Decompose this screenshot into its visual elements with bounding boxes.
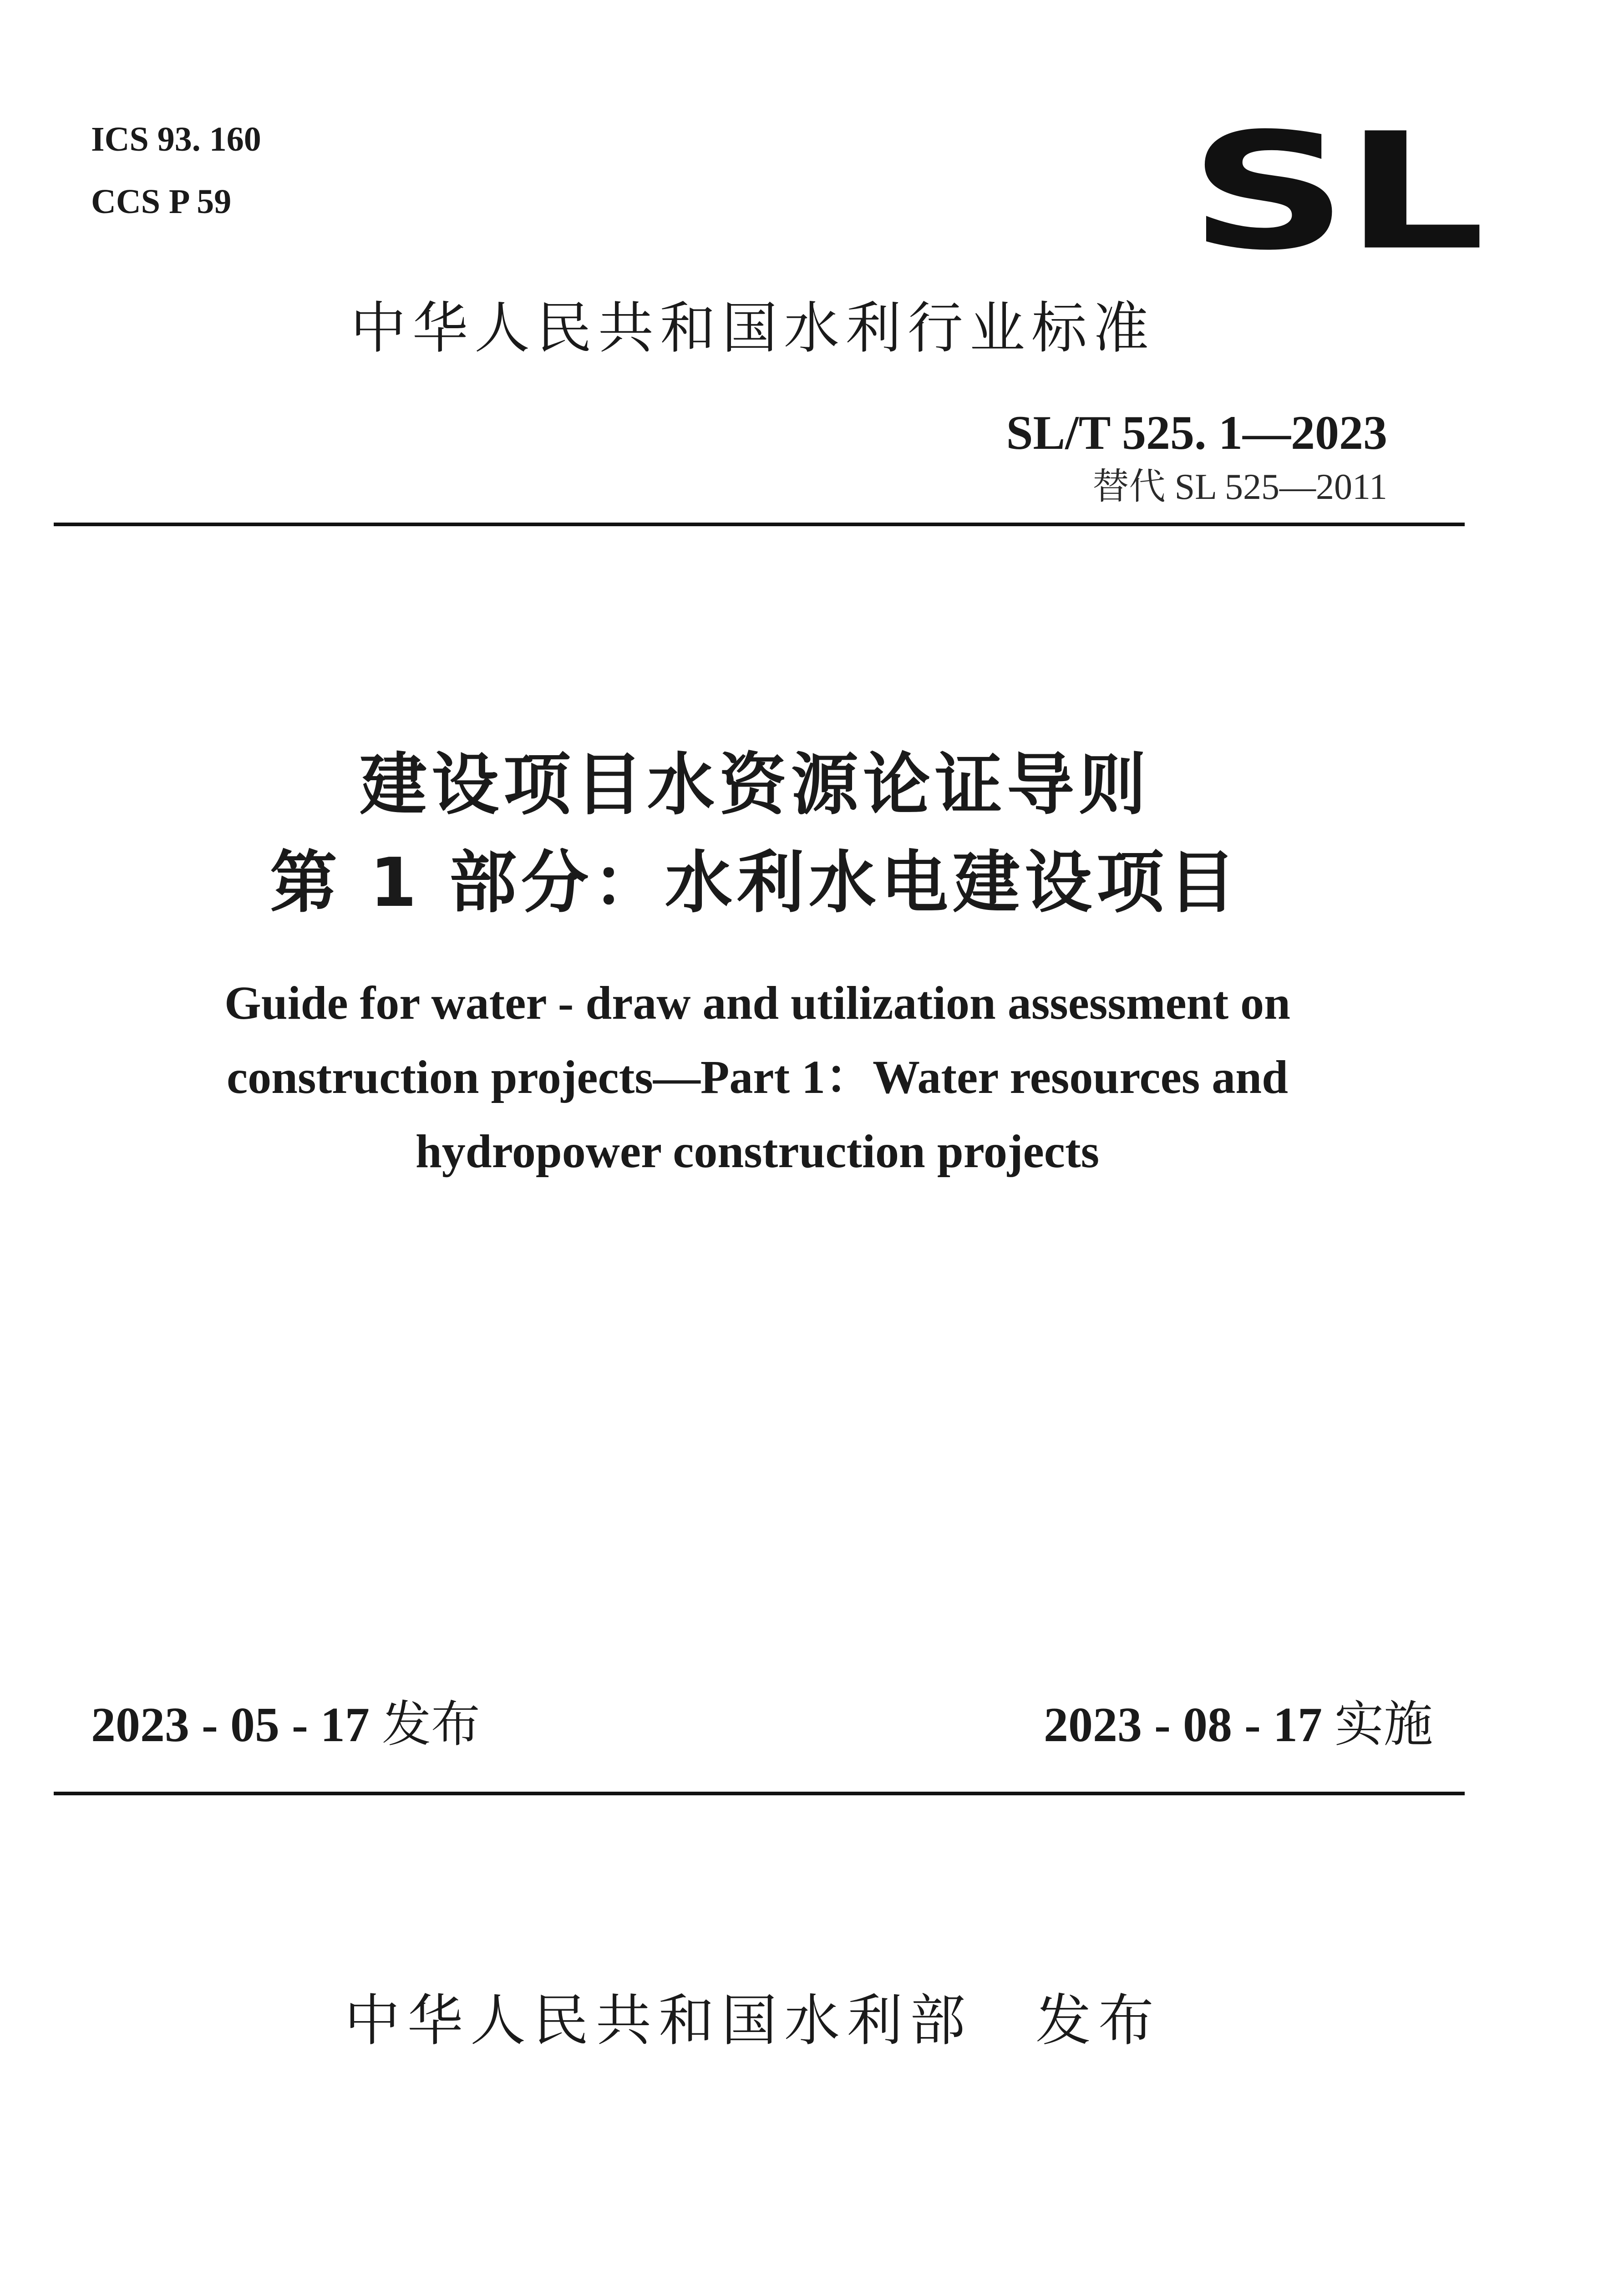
standard-code: SL/T 525. 1—2023 <box>1006 406 1387 459</box>
title-en-line1: Guide for water - draw and utilization assessment on <box>224 977 1290 1029</box>
title-cn-line2: 第 1 部分：水利水电建设项目 <box>269 843 1241 922</box>
issue-date <box>91 1696 480 1753</box>
top-divider <box>54 523 1465 526</box>
effective-date <box>1044 1696 1433 1753</box>
industry-standard-title: 中华人民共和国水利行业标准 <box>350 296 1155 361</box>
title-en-line2: construction projects—Part 1：Water resources and <box>227 1051 1288 1103</box>
sl-logo-text: SL <box>1189 98 1482 285</box>
sl-logo <box>1189 98 1482 285</box>
issue-date-value: 2023 - 05 - 17 <box>91 1698 370 1752</box>
title-cn-line1: 建设项目水资源论证导则 <box>360 746 1151 824</box>
publisher: 中华人民共和国水利部 发布 <box>345 1988 1161 2053</box>
replaces-standard: 替代 SL 525—2011 <box>1092 467 1387 507</box>
effective-date-label: 实施 <box>1334 1696 1433 1753</box>
bottom-divider <box>54 1792 1465 1795</box>
ics-code: ICS 93. 160 <box>91 120 261 158</box>
effective-date-value: 2023 - 08 - 17 <box>1044 1698 1322 1752</box>
title-en-line3: hydropower construction projects <box>415 1125 1100 1178</box>
issue-date-label: 发布 <box>381 1696 480 1753</box>
ccs-code: CCS P 59 <box>91 183 232 221</box>
